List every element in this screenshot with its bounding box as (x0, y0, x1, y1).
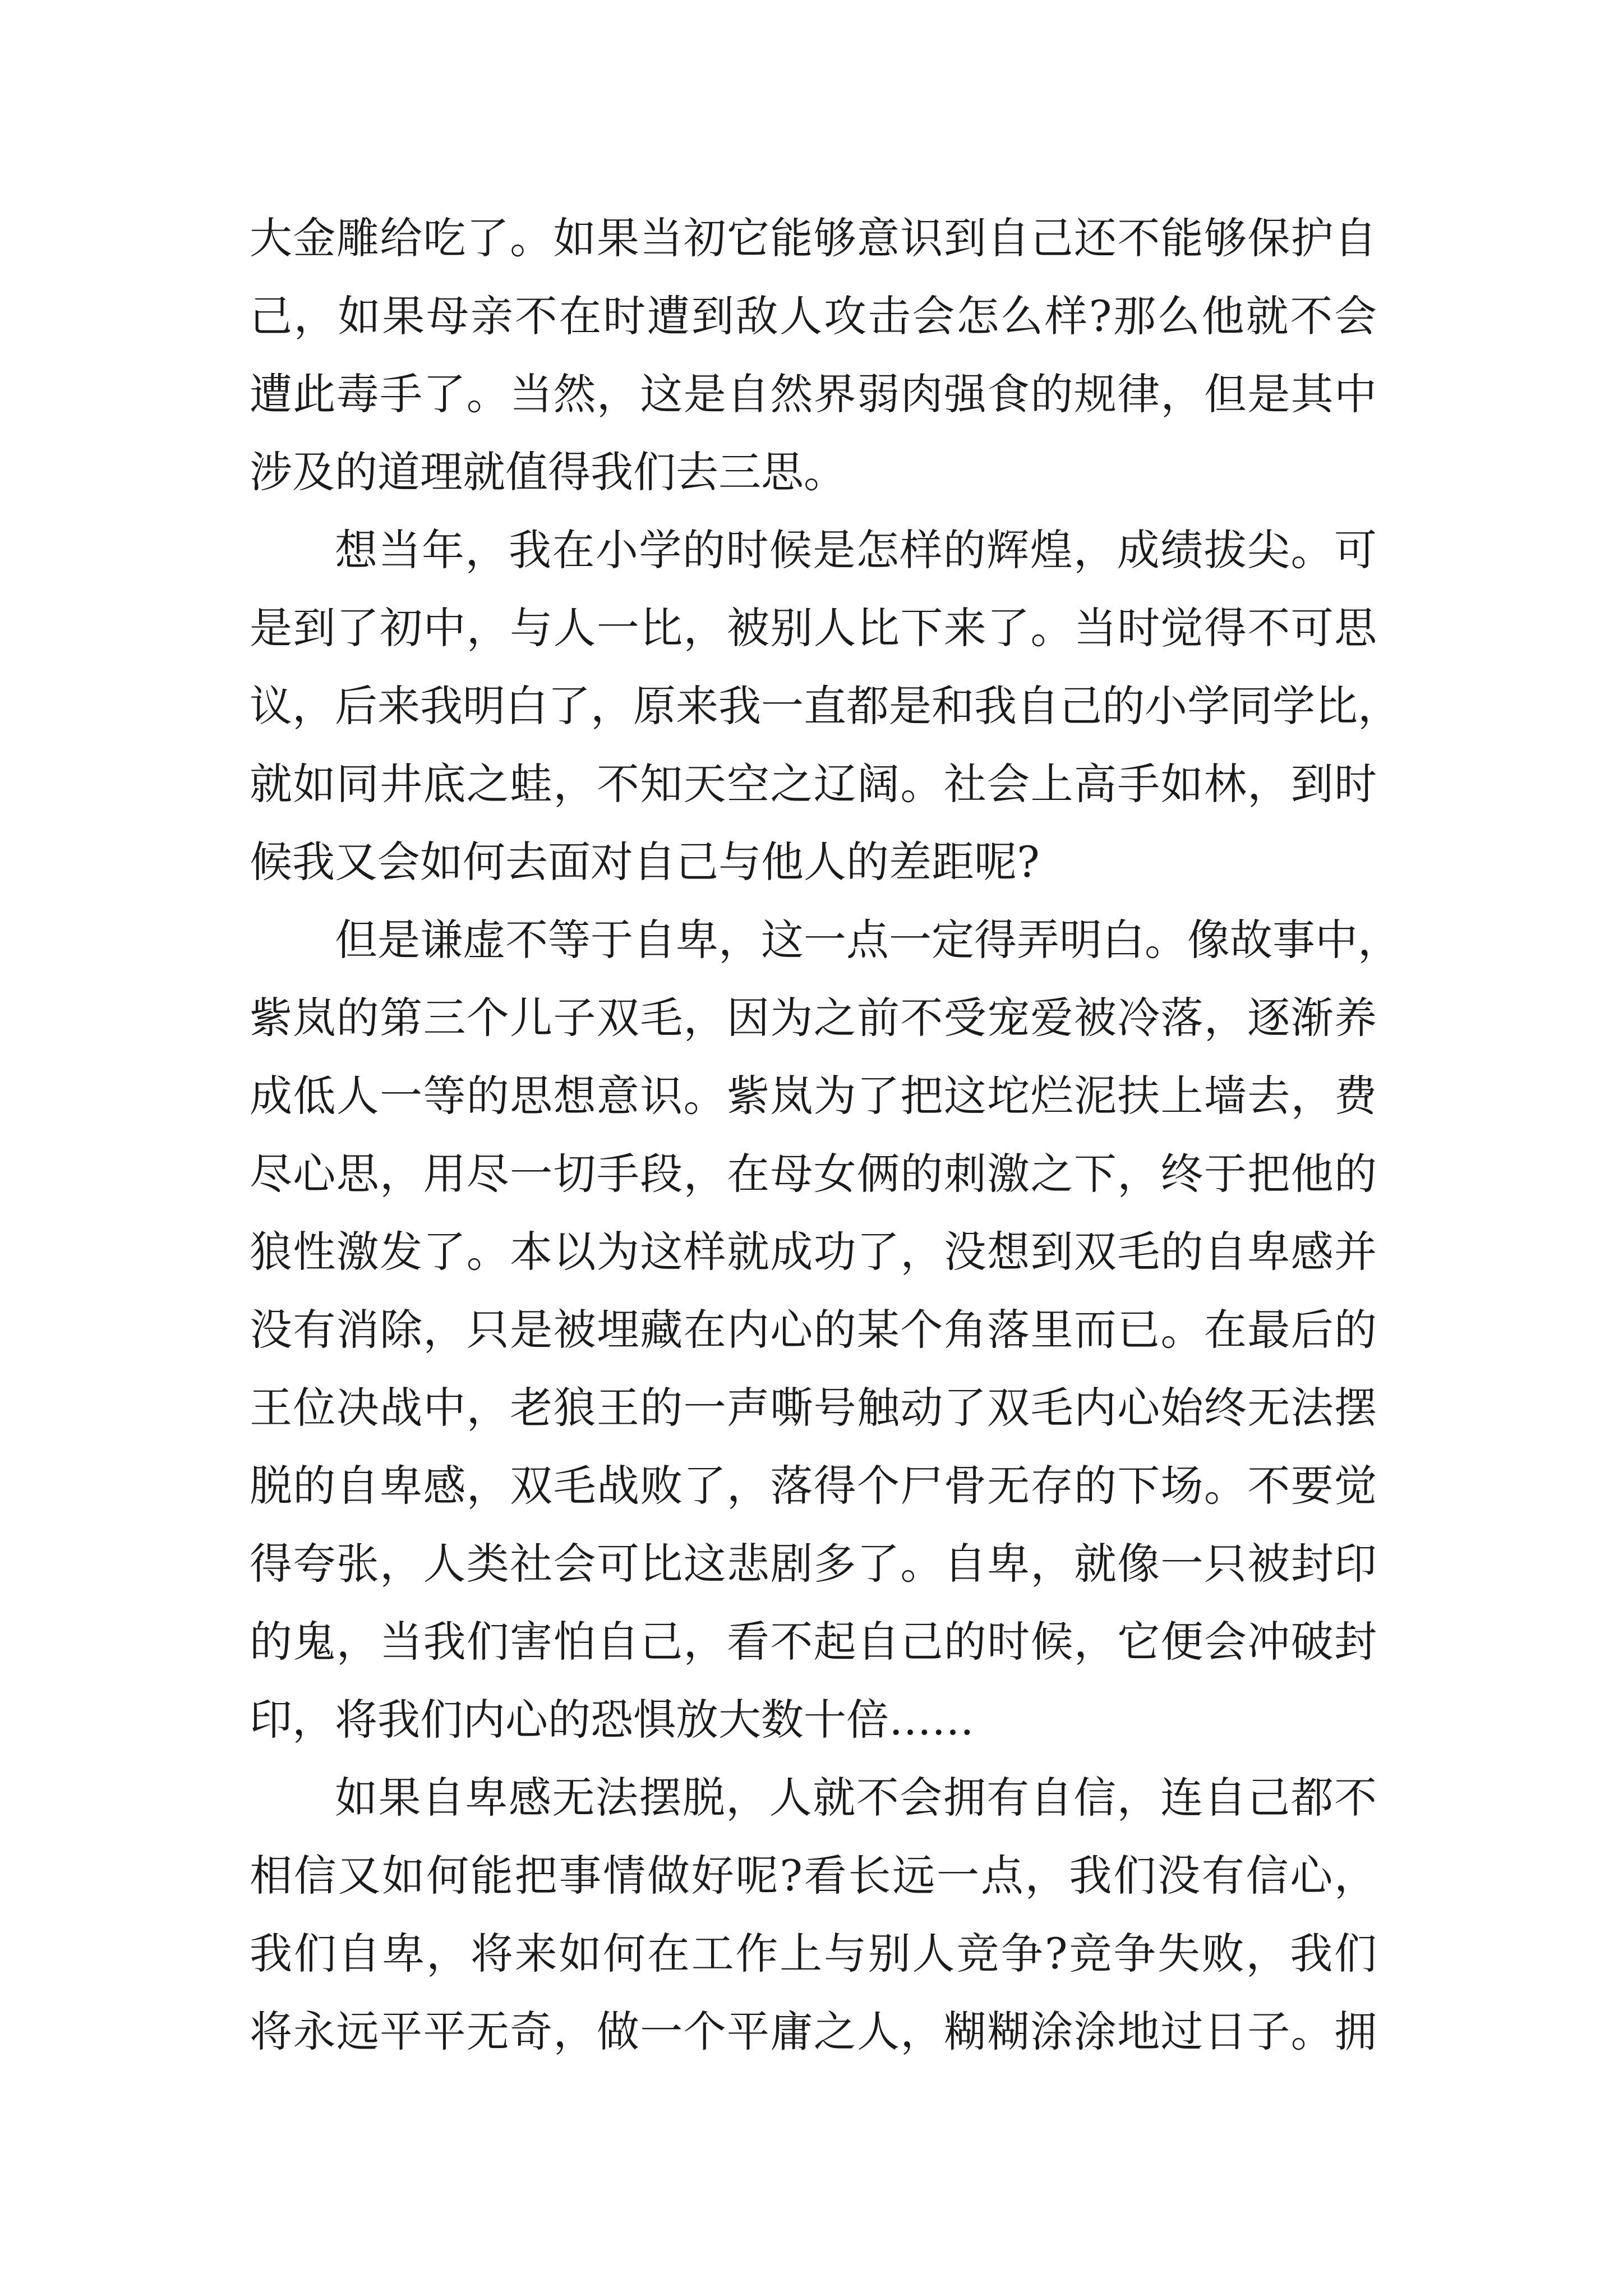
text-line: 成低人一等的思想意识。紫岚为了把这坨烂泥扶上墙去，费 (250, 1071, 1377, 1121)
text-line: 尽心思，用尽一切手段，在母女俩的刺激之下，终于把他的 (250, 1149, 1377, 1199)
text-line: 印，将我们内心的恐惧放大数十倍…… (250, 1695, 974, 1745)
text-line: 没有消除，只是被埋藏在内心的某个角落里而已。在最后的 (250, 1305, 1377, 1355)
body-text (250, 199, 1400, 2070)
text-line: 涉及的道理就值得我们去三思。 (250, 447, 846, 497)
text-line: 己，如果母亲不在时遭到敌人攻击会怎么样?那么他就不会 (250, 291, 1377, 341)
text-line: 王位决战中，老狼王的一声嘶号触动了双毛内心始终无法摆 (250, 1383, 1377, 1433)
text-line: 想当年，我在小学的时候是怎样的辉煌，成绩拔尖。可 (335, 525, 1377, 575)
text-line: 得夸张，人类社会可比这悲剧多了。自卑，就像一只被封印 (250, 1539, 1377, 1589)
text-line: 紫岚的第三个儿子双毛，因为之前不受宠爱被冷落，逐渐养 (250, 993, 1377, 1043)
text-line: 如果自卑感无法摆脱，人就不会拥有自信，连自己都不 (335, 1773, 1377, 1823)
text-line: 议，后来我明白了，原来我一直都是和我自己的小学同学比， (250, 681, 1400, 731)
text-line: 遭此毒手了。当然，这是自然界弱肉强食的规律，但是其中 (250, 369, 1377, 419)
text-line: 候我又会如何去面对自己与他人的差距呢? (250, 837, 1040, 887)
text-line: 的鬼，当我们害怕自己，看不起自己的时候，它便会冲破封 (250, 1617, 1377, 1667)
text-line: 是到了初中，与人一比，被别人比下来了。当时觉得不可思 (250, 603, 1377, 653)
text-line: 将永远平平无奇，做一个平庸之人，糊糊涂涂地过日子。拥 (250, 2007, 1377, 2056)
text-line: 我们自卑，将来如何在工作上与别人竞争?竞争失败，我们 (250, 1929, 1377, 1978)
text-line: 相信又如何能把事情做好呢?看长远一点，我们没有信心， (250, 1851, 1377, 1901)
text-line: 但是谦虚不等于自卑，这一点一定得弄明白。像故事中， (335, 915, 1400, 965)
text-line: 大金雕给吃了。如果当初它能够意识到自己还不能够保护自 (250, 213, 1377, 263)
text-line: 狼性激发了。本以为这样就成功了，没想到双毛的自卑感并 (250, 1227, 1377, 1277)
text-line: 就如同井底之蛙，不知天空之辽阔。社会上高手如林，到时 (250, 759, 1377, 809)
text-line: 脱的自卑感，双毛战败了，落得个尸骨无存的下场。不要觉 (250, 1461, 1377, 1511)
